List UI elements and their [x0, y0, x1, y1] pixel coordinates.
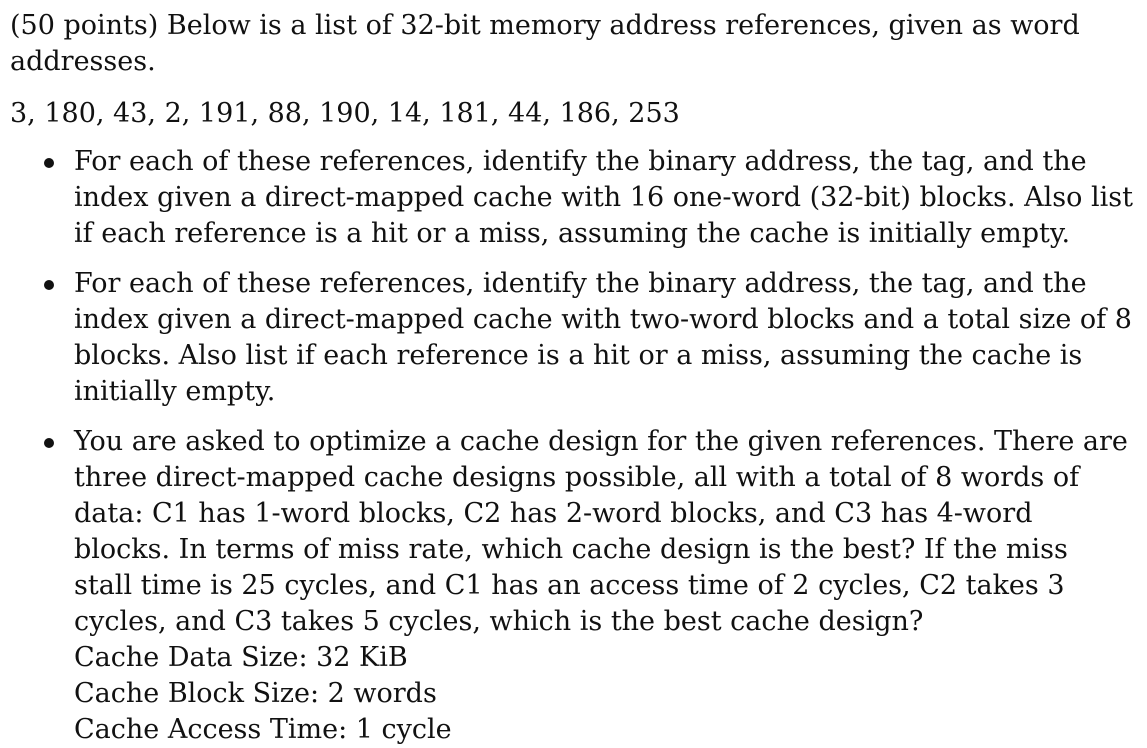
bullet-icon: [44, 158, 54, 168]
bullet-icon: [44, 280, 54, 290]
question-item: [10, 144, 1134, 252]
question-text: You are asked to optimize a cache design for the given references. There are three direct-mapped cache designs possible, all with a total of 8 words of data: C1 has 1-word blocks, C2 has 2-word blocks, and C3 has 4-word blocks. In terms of miss rate, which cache design is the best? If the miss stall time is 25 cycles, and C1 has an access time of 2 cycles, C2 takes 3 cycles, and C3 takes 5 cycles, which is the best cache design?: [74, 426, 1128, 637]
cache-block-size: Cache Block Size: 2 words: [74, 678, 437, 709]
question-text: For each of these references, identify the binary address, the tag, and the index given a direct-mapped cache with two-word blocks and a total size of 8 blocks. Also list if each reference is a hit or a miss, assuming the cache is initially empty.: [74, 268, 1132, 407]
points-label: (50 points): [10, 10, 159, 41]
question-item: [10, 266, 1134, 410]
question-item: [10, 424, 1134, 748]
cache-data-size: Cache Data Size: 32 KiB: [74, 642, 408, 673]
question-text: For each of these references, identify the binary address, the tag, and the index given a direct-mapped cache with 16 one-word (32-bit) blocks. Also list if each reference is a hit or a miss, assuming the cache is initially empty.: [74, 146, 1133, 249]
question-list: [10, 144, 1137, 748]
address-list: 3, 180, 43, 2, 191, 88, 190, 14, 181, 44, 186, 253: [10, 98, 680, 129]
intro-text: Below is a list of 32-bit memory address references, given as word addresses.: [10, 10, 1080, 77]
bullet-icon: [44, 438, 54, 448]
problem-intro: [10, 8, 1100, 80]
cache-access-time: Cache Access Time: 1 cycle: [74, 714, 452, 745]
